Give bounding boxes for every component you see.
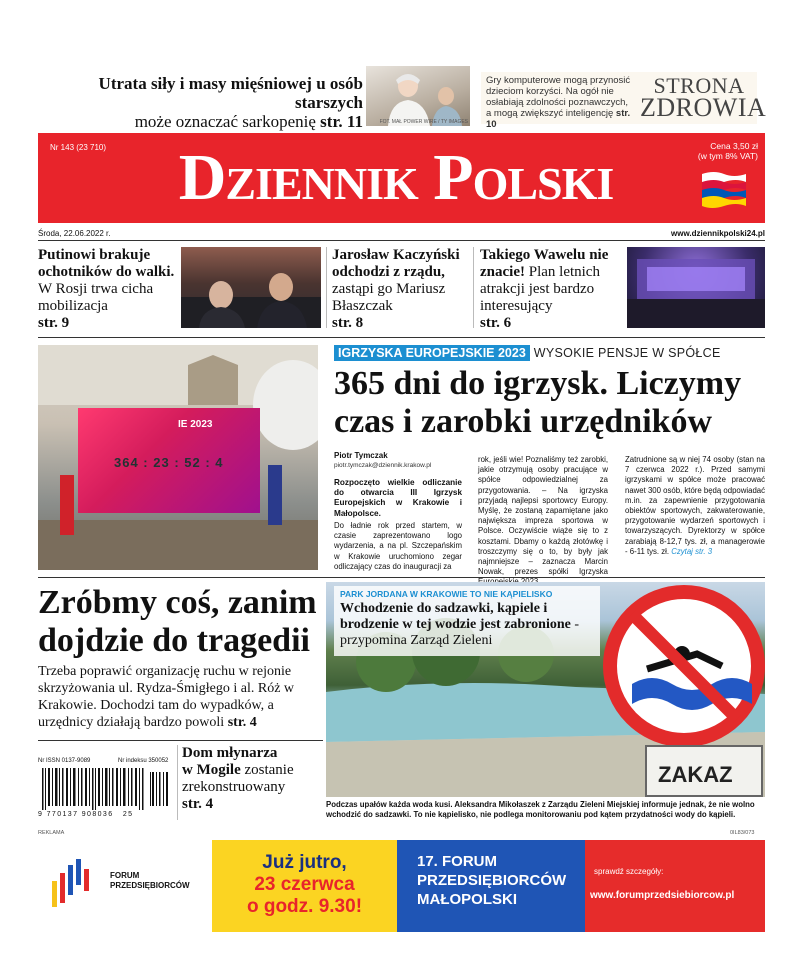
pl-ua-flag-icon [700,170,748,208]
teaser-wawel[interactable] [480,247,618,332]
price [680,141,758,161]
ad-forum-line2: PRZEDSIĘBIORCÓW [417,872,567,889]
park-headline[interactable] [340,601,602,649]
wawel-photo [627,247,765,328]
park-kicker: PARK JORDANA W KRAKOWIE TO NIE KĄPIELISKO [340,589,553,599]
issue-number: Nr 143 (23 710) [50,143,107,152]
website-link[interactable]: www.dziennikpolski24.pl [671,229,765,238]
teaser-games-text: Gry komputerowe mogą przynosić dzieciom korzyści. Na ogół nie osłabiają zdolności poznawczych, a mogą zwiększyć inteligencję [486,75,631,119]
traffic-lead [38,663,328,731]
kicker-tag: IGRZYSKA EUROPEJSKIE 2023 [334,345,530,361]
main-column-1: Do ładnie rok przed startem, w czasie zaprezentowano logo wydarzenia, a na pl. Szczepańskim w Krakowie uruchomiono zegar odliczający czas do inauguracji za [334,521,462,571]
ad-date-line1: Już jutro, [262,852,347,873]
price-value: Cena 3,50 zł [710,141,758,151]
strona-word: STRONA [653,73,745,98]
teaser-sarkopenia-page: str. 11 [320,112,363,131]
read-more-link[interactable]: Czytaj str. 3 [671,546,713,556]
teaser-wawel-text: Plan letnich atrakcji jest bardzo interesujący [480,264,600,314]
newspaper-title[interactable]: Dziennik Polski [178,141,614,214]
ad-website-link[interactable]: www.forumprzedsiebiorcow.pl [590,890,735,901]
main-column-3-text: Zatrudnione są w niej 74 osoby (stan na 7 czerwca 2022 r.). Przed samymi igrzyskami w spółce może pracować nawet 300 osób, które będą odpowiadać m.in. za zapewnienie przygotowania obiektów sportowych, zakwaterowanie, przygotowanie wydarzeń sportowych i towarzyszących. Dyrektorzy w spółce zarabiają 8-12,7 tys. zł, a managerowie - 6-11 tys. zł. [625,455,766,556]
forum-logo-word2: PRZEDSIĘBIORCÓW [110,881,190,890]
teaser-kaczynski-text: zastąpi go Mariusz Błaszczak [332,281,446,314]
index-number: Nr indeksu 350052 [118,758,169,764]
barcode-icon [38,768,174,816]
kicker-sub: WYSOKIE PENSJE W SPÓŁCE [533,346,721,360]
issue-date: Środa, 22.06.2022 r. [38,229,111,238]
issn: Nr ISSN 0137-9089 [38,758,91,764]
no-swimming-sign-icon [602,584,767,749]
price-vat: (w tym 8% VAT) [697,151,758,161]
ad-code: 0IL83/073 [730,830,755,836]
elderly-photo [366,66,470,126]
zakaz-text: ZAKAZ [658,762,733,787]
teaser-mlyn-page: str. 4 [182,796,214,812]
park-caption: Podczas upałów każda woda kusi. Aleksandra Mikołaszek z Zarządu Zieleni Miejskiej informuje jednak, że nie wolno wchodzić do sadzawki. To nie kąpielisko, nie podlega monitorowaniu pod kątem przydatności wody do kąpieli. [326,800,755,819]
teaser-mlyn-place: w Mogile [182,762,241,778]
teaser-sarkopenia[interactable] [38,74,363,131]
ad-red-panel[interactable] [585,840,765,932]
ad-forum-line3: MAŁOPOLSKI [417,891,517,908]
traffic-page: str. 4 [227,715,257,730]
zdrowia-word: ZDROWIA [640,93,767,122]
ie2023-logo: IE 2023 [178,419,213,430]
divider [38,577,765,578]
teaser-putin-title: Putinowi brakuje ochotników do walki. [38,247,175,280]
ad-date-text [212,852,397,918]
teaser-mlyn-text: zostanie zrekonstruowany [182,762,294,795]
forum-logo-text [110,871,190,891]
teaser-putin-text: W Rosji trwa cicha mobilizacja [38,281,154,314]
teaser-kaczynski-page: str. 8 [332,315,364,331]
countdown-clock: 364 : 23 : 52 : 4 [114,455,224,470]
kaczynski-photo-art [181,247,321,328]
divider [177,745,178,820]
ad-forum-line1: 17. FORUM [417,853,498,870]
teaser-wawel-page: str. 6 [480,315,512,331]
kaczynski-photo [181,247,321,328]
teaser-kaczynski-title: Jarosław Kaczyński odchodzi z rządu, [332,247,460,280]
teaser-sarkopenia-text: może oznaczać sarkopenię [134,112,316,131]
park-headline-main: Wchodzenie do sadzawki, kąpiele i brodzenie w tej wodzie jest zabronione [340,601,571,632]
teaser-putin-page: str. 9 [38,315,70,331]
photo-credit: FOT. MAŁ POWER WIRE / TY IMAGES [379,119,468,125]
elderly-photo-art [366,66,470,126]
main-kicker [334,346,721,360]
main-column-2: rok, jeśli wie! Poznaliśmy też zarobki, jakie otrzymują osoby pracujące w spółce odpowiedzialnej za przygotowania. – Na igrzyska przyjadą najlepsi sportowcy Europy. Myślę, że zostaną zapamiętane jako największa impreza sportowa w Polsce. Oczywiście wiąże się to z kosztami. Dbamy o każdą złotówkę i troszczymy się o to, by były jak najmniejsze – zaznacza Marcin Nowak, prezes spółki Igrzyska [478,455,608,577]
divider [38,740,323,741]
strona-zdrowia-title [640,73,767,122]
ad-label: REKLAMA [38,830,65,836]
forum-logo-icon[interactable] [50,855,98,911]
teaser-kaczynski[interactable] [332,247,467,332]
main-lead: Rozpoczęto wielkie odliczanie do otwarcia III Igrzysk Europejskich w Krakowie i Małopolsce. [334,478,462,518]
teaser-sarkopenia-title: Utrata siły i masy mięśniowej u osób starszych [98,74,363,112]
barcode-main-digits: 9 770137 908036 [38,811,114,818]
byline-email[interactable]: piotr.tymczak@dziennik.krakow.pl [334,462,432,469]
divider [38,337,765,338]
traffic-lead-text: Trzeba poprawić organizację ruchu w rejonie skrzyżowania ul. Rydza-Śmigłego i al. Róż w Krakowie. Dochodzi tam do wypadków, a urzędnicy działają bardzo powoli [38,664,295,730]
park-headline-suffix: - przypomina Zarząd Zieleni [340,617,580,648]
teaser-mlyn[interactable] [182,745,322,813]
teaser-games-page: str. 10 [486,108,631,130]
main-column-3 [625,455,765,557]
barcode-digits [38,811,133,818]
byline: Piotr Tymczak [334,451,388,460]
wawel-photo-art [627,247,765,328]
ad-forum-name [417,852,585,909]
divider [473,247,474,328]
traffic-headline[interactable]: Zróbmy coś, zanim dojdzie do tragedii [38,584,317,659]
teaser-games[interactable] [486,75,634,130]
main-headline[interactable]: 365 dni do igrzysk. Liczymy czas i zarobki urzędników [334,365,742,440]
forum-logo-word1: FORUM [110,871,140,880]
teaser-wawel-title: Takiego Wawelu nie znacie! [480,247,609,280]
teaser-mlyn-title: Dom młynarza [182,745,278,761]
barcode-issue-digits: 25 [122,811,134,818]
ad-date-line3: o godz. 9.30! [246,896,363,917]
divider [326,247,327,328]
divider [38,240,765,241]
teaser-putin[interactable] [38,247,178,332]
ad-date-line2: 23 czerwca [254,874,355,895]
ad-details-label: sprawdź szczegóły: [594,867,664,876]
